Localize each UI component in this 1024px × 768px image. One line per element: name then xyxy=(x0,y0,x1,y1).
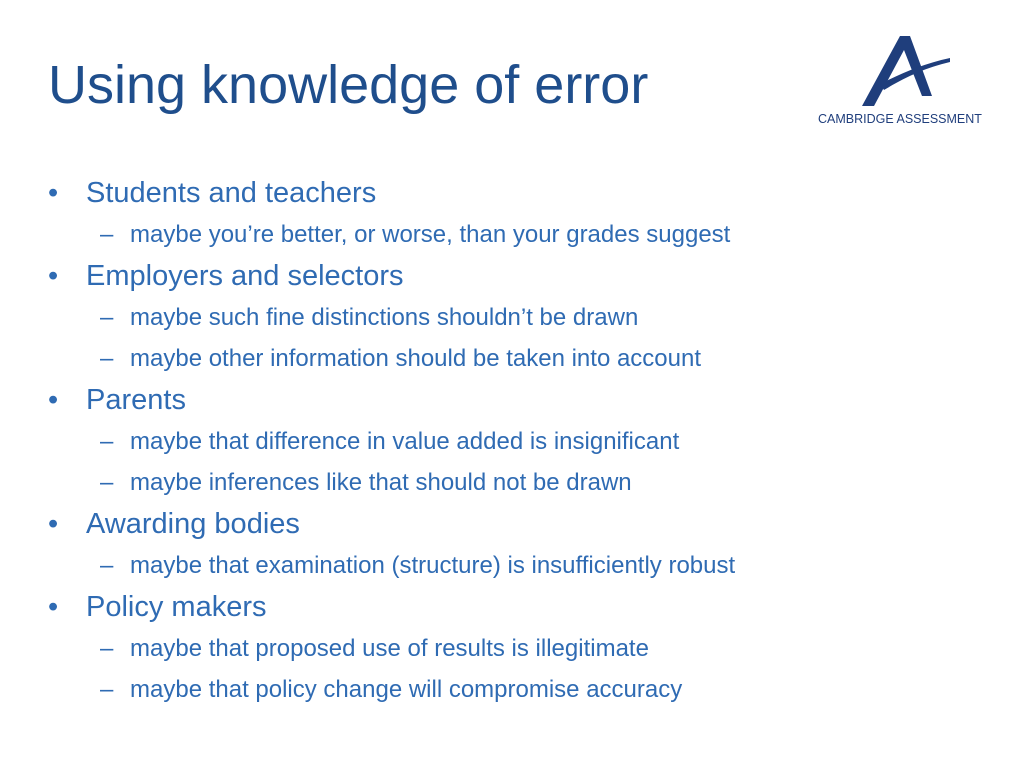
sub-bullet-label: maybe that policy change will compromise accuracy xyxy=(130,676,683,703)
bullet-dot-icon: • xyxy=(48,591,59,623)
dash-icon: – xyxy=(100,635,114,662)
bullet-dot-icon: • xyxy=(48,177,59,209)
sub-bullet-item xyxy=(48,545,1008,586)
sub-bullet-label: maybe that proposed use of results is illegitimate xyxy=(130,635,649,662)
bullet-item xyxy=(48,172,1008,214)
sub-bullet-label: maybe that examination (structure) is insufficiently robust xyxy=(130,552,736,579)
dash-icon: – xyxy=(100,552,114,579)
bullet-group xyxy=(48,172,1008,255)
bullet-item xyxy=(48,255,1008,297)
dash-icon: – xyxy=(100,304,114,331)
cambridge-assessment-logo xyxy=(816,34,986,134)
bullet-dot-icon: • xyxy=(48,508,59,540)
bullet-group xyxy=(48,586,1008,710)
sub-bullet-item xyxy=(48,669,1008,710)
bullet-dot-icon: • xyxy=(48,260,59,292)
bullet-dot-icon: • xyxy=(48,384,59,416)
cambridge-assessment-a-mark-icon xyxy=(860,34,952,108)
bullet-label: Students and teachers xyxy=(86,177,377,209)
bullet-list xyxy=(48,172,1008,710)
sub-bullet-label: maybe that difference in value added is insignificant xyxy=(130,428,680,455)
sub-bullet-item xyxy=(48,214,1008,255)
sub-bullet-item xyxy=(48,628,1008,669)
logo-text-cambridge: CAMBRIDGE xyxy=(818,112,894,126)
bullet-item xyxy=(48,586,1008,628)
sub-bullet-label: maybe inferences like that should not be drawn xyxy=(130,469,632,496)
bullet-label: Employers and selectors xyxy=(86,260,404,292)
bullet-item xyxy=(48,379,1008,421)
logo-text-assessment: ASSESSMENT xyxy=(896,112,982,126)
bullet-group xyxy=(48,503,1008,586)
dash-icon: – xyxy=(100,676,114,703)
dash-icon: – xyxy=(100,345,114,372)
bullet-label: Awarding bodies xyxy=(86,508,300,540)
dash-icon: – xyxy=(100,221,114,248)
bullet-label: Parents xyxy=(86,384,186,416)
bullet-group xyxy=(48,379,1008,503)
sub-bullet-item xyxy=(48,297,1008,338)
sub-bullet-label: maybe such fine distinctions shouldn’t be drawn xyxy=(130,304,639,331)
bullet-group xyxy=(48,255,1008,379)
sub-bullet-item xyxy=(48,421,1008,462)
sub-bullet-label: maybe you’re better, or worse, than your grades suggest xyxy=(130,221,731,248)
dash-icon: – xyxy=(100,428,114,455)
bullet-label: Policy makers xyxy=(86,591,267,623)
sub-bullet-label: maybe other information should be taken into account xyxy=(130,345,702,372)
logo-wordmark xyxy=(818,112,988,126)
sub-bullet-item xyxy=(48,462,1008,503)
dash-icon: – xyxy=(100,469,114,496)
slide-title: Using knowledge of error xyxy=(48,55,649,115)
sub-bullet-item xyxy=(48,338,1008,379)
bullet-item xyxy=(48,503,1008,545)
